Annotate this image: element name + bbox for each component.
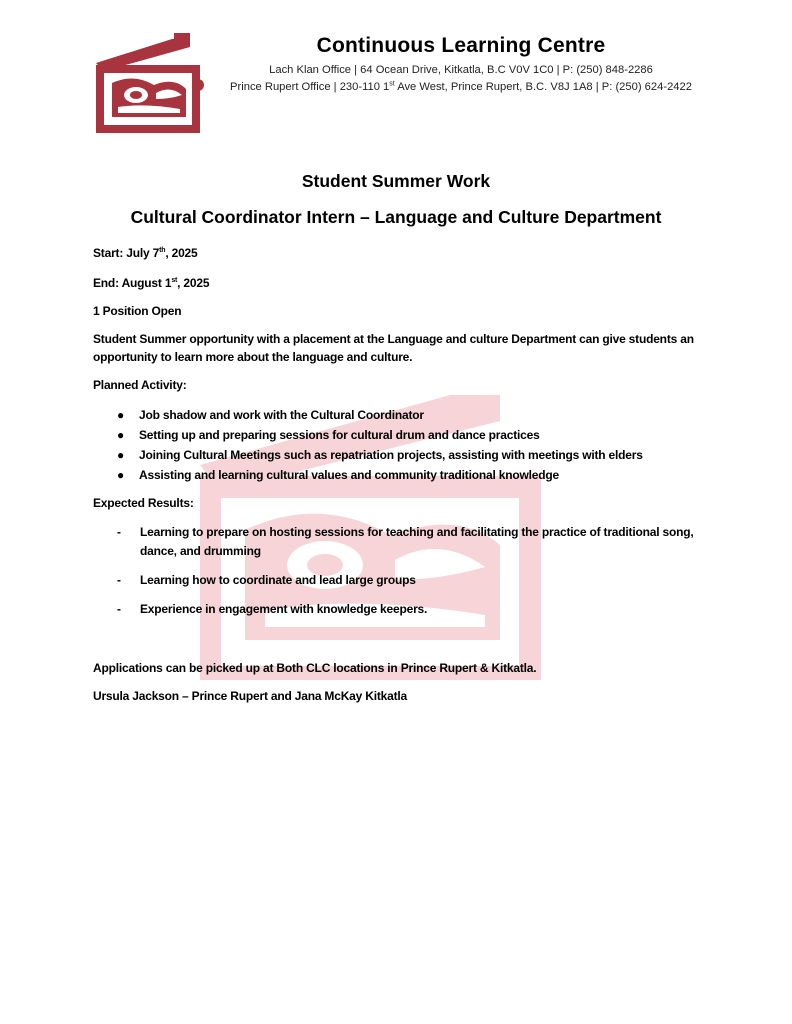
bullet-icon: ●: [117, 428, 125, 442]
list-item: - Learning to prepare on hosting sessions for teaching and facilitating the practice of traditional song, dance, and drumming: [117, 525, 694, 558]
address-prince-rupert: Prince Rupert Office | 230-110 1st Ave West, Prince Rupert, B.C. V8J 1A8 | P: (250) 624-2422: [230, 80, 692, 93]
clc-logo: [94, 33, 206, 133]
start-date: Start: July 7th, 2025: [93, 246, 198, 260]
applications-note: Applications can be picked up at Both CLC locations in Prince Rupert & Kitkatla.: [93, 661, 537, 675]
positions-open: 1 Position Open: [93, 304, 182, 318]
planned-activity-list: [117, 405, 643, 485]
organization-name: Continuous Learning Centre: [316, 34, 606, 57]
bullet-icon: ●: [117, 468, 125, 482]
list-item: ● Job shadow and work with the Cultural Coordinator: [117, 405, 643, 425]
dash-icon: -: [117, 525, 121, 539]
page-title: Student Summer Work: [301, 171, 491, 191]
dash-icon: -: [117, 573, 121, 587]
list-item: ● Setting up and preparing sessions for cultural drum and dance practices: [117, 425, 643, 445]
address-lach-klan: Lach Klan Office | 64 Ocean Drive, Kitkatla, B.C V0V 1C0 | P: (250) 848-2286: [269, 64, 653, 76]
dash-icon: -: [117, 602, 121, 616]
expected-results-heading: Expected Results:: [93, 496, 194, 510]
intro-paragraph: Student Summer opportunity with a placement at the Language and culture Department can give students an opportunity to learn more about the language and culture.: [93, 332, 694, 364]
planned-activity-heading: Planned Activity:: [93, 378, 187, 392]
bullet-icon: ●: [117, 408, 125, 422]
list-item: - Experience in engagement with knowledge keepers.: [117, 600, 700, 619]
list-item: - Learning how to coordinate and lead large groups: [117, 571, 700, 590]
contacts-line: Ursula Jackson – Prince Rupert and Jana McKay Kitkatla: [93, 689, 407, 703]
position-title: Cultural Coordinator Intern – Language and Culture Department: [130, 207, 662, 227]
end-date: End: August 1st, 2025: [93, 276, 210, 290]
bullet-icon: ●: [117, 448, 125, 462]
list-item: ● Joining Cultural Meetings such as repatriation projects, assisting with meetings with elders: [117, 445, 643, 465]
list-item: ● Assisting and learning cultural values and community traditional knowledge: [117, 465, 643, 485]
